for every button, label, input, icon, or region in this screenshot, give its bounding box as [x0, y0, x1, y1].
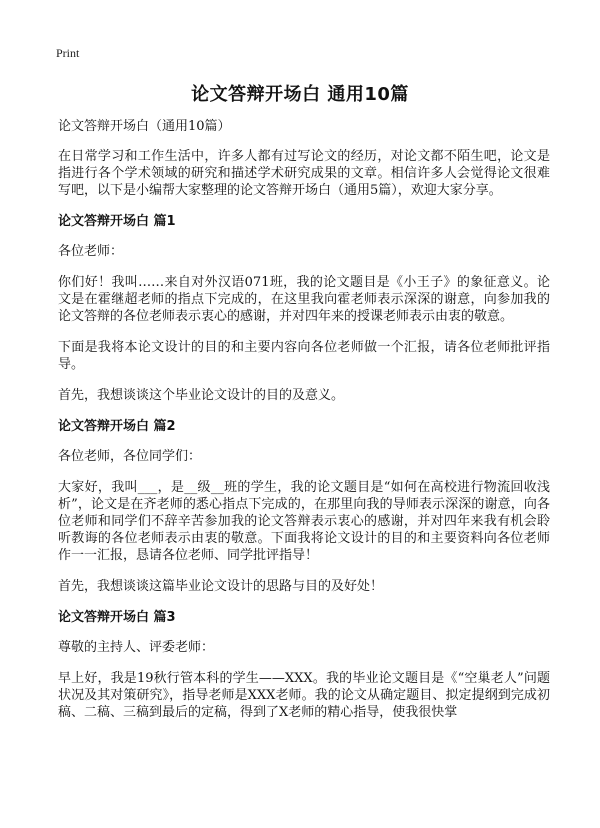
section-heading: 论文答辩开场白 篇1	[58, 214, 176, 229]
section-1	[58, 213, 550, 404]
document-title: 论文答辩开场白 通用10篇	[191, 84, 409, 105]
print-link[interactable]: Print	[56, 46, 80, 60]
section-paragraph: 各位老师：	[58, 244, 124, 259]
section-paragraph: 首先，我想谈谈这篇毕业论文设计的思路与目的及好处！	[58, 579, 384, 594]
section-paragraph: 大家好，我叫___，是__级__班的学生，我的论文题目是“如何在高校进行物流回收浅析”，论文是在齐老师的悉心指点下完成的，在那里向我的导师表示深深的谢意，向各位老师和同学们不辞辛苦参加我的论文答辩表示衷心的感谢，并对四年来我有机会聆听教诲的各位老师表示由衷的敬意。下面我将论文设计的目的和主要资料向各位老师作一一汇报，恳请各位老师、同学批评指导！	[58, 480, 550, 563]
section-paragraph: 尊敬的主持人、评委老师：	[58, 640, 215, 655]
document-subtitle: 论文答辩开场白（通用10篇）	[58, 119, 231, 134]
section-heading: 论文答辩开场白 篇2	[58, 419, 176, 434]
section-2	[58, 418, 550, 595]
intro-paragraph: 在日常学习和工作生活中，许多人都有过写论文的经历，对论文都不陌生吧，论文是指进行各个学术领域的研究和描述学术研究成果的文章。相信许多人会觉得论文很难写吧，以下是小编帮大家整理的论文答辩开场白（通用5篇），欢迎大家分享。	[58, 149, 550, 198]
section-paragraph: 首先，我想谈谈这个毕业论文设计的目的及意义。	[58, 388, 345, 403]
document-body	[58, 118, 550, 735]
section-paragraph: 早上好，我是19秋行管本科的学生——XXX。我的毕业论文题目是《“空巢老人”问题状况及其对策研究》，指导老师是XXX老师。我的论文从确定题目、拟定提纲到完成初稿、二稿、三稿到最后的定稿，得到了X老师的精心指导，使我很快掌	[58, 671, 550, 720]
section-paragraph: 你们好！我叫……来自对外汉语071班，我的论文题目是《小王子》的象征意义。论文是在霍继超老师的指点下完成的，在这里我向霍老师表示深深的谢意，向参加我的论文答辩的各位老师表示衷心的感谢，并对四年来的授课老师表示由衷的敬意。	[58, 275, 550, 324]
section-paragraph: 各位老师，各位同学们：	[58, 449, 202, 464]
section-paragraph: 下面是我将本论文设计的目的和主要内容向各位老师做一个汇报，请各位老师批评指导。	[58, 340, 550, 372]
section-heading: 论文答辩开场白 篇3	[58, 610, 176, 625]
section-3	[58, 609, 550, 721]
